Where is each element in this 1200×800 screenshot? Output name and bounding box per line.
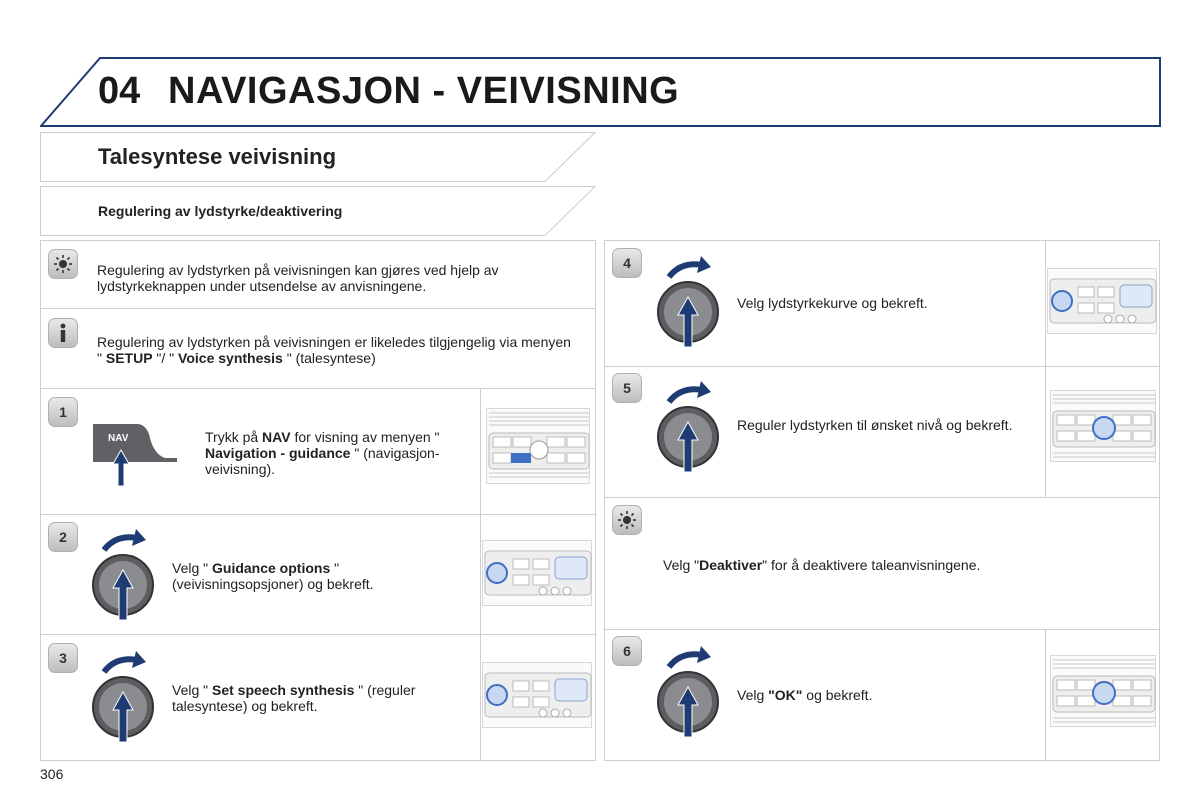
divider <box>40 514 596 515</box>
rotary-knob-press-illustration <box>655 255 725 351</box>
step-5-text: Reguler lydstyrken til ønsket nivå og bekreft. <box>737 417 1013 433</box>
radio-panel-illustration <box>1050 655 1156 727</box>
divider <box>40 308 596 309</box>
step-2-text: Velg " Guidance options " (veivisningsopsjoner) og bekreft. <box>172 560 374 592</box>
radio-panel-illustration <box>1047 268 1157 334</box>
radio-panel-nav-illustration <box>486 408 590 484</box>
chapter-title: NAVIGASJON - VEIVISNING <box>168 70 680 112</box>
step-4-text: Velg lydstyrkekurve og bekreft. <box>737 295 928 311</box>
chapter-number: 04 <box>98 70 141 112</box>
step-badge-5: 5 <box>612 373 642 403</box>
rotary-knob-press-illustration <box>90 528 160 624</box>
rotary-knob-press-illustration <box>655 380 725 476</box>
nav-button-illustration <box>93 420 179 488</box>
divider <box>40 634 596 635</box>
radio-panel-illustration <box>482 662 592 728</box>
subsection-title: Regulering av lydstyrke/deaktivering <box>98 203 343 219</box>
step-badge-1: 1 <box>48 397 78 427</box>
rotary-knob-press-illustration <box>655 645 725 741</box>
nav-button-label: NAV <box>108 433 129 444</box>
step-badge-3: 3 <box>48 643 78 673</box>
section-title: Talesyntese veivisning <box>98 144 337 169</box>
tip-text: Regulering av lydstyrken på veivisningen kan gjøres ved hjelp av lydstyrkeknappen under utsendelse av anvisningene. <box>97 262 499 294</box>
radio-panel-illustration <box>1050 390 1156 462</box>
info-icon <box>48 318 78 348</box>
lightbulb-icon <box>48 249 78 279</box>
step-badge-4: 4 <box>612 248 642 278</box>
step-badge-2: 2 <box>48 522 78 552</box>
radio-panel-illustration <box>482 540 592 606</box>
step-3-text: Velg " Set speech synthesis " (reguler talesyntese) og bekreft. <box>172 682 416 714</box>
rotary-knob-press-illustration <box>90 650 160 746</box>
page-number: 306 <box>40 766 64 782</box>
step-badge-6: 6 <box>612 636 642 666</box>
tip-text: Velg "Deaktiver" for å deaktivere taleanvisningene. <box>663 557 981 573</box>
divider <box>40 388 596 389</box>
info-text: Regulering av lydstyrken på veivisningen er likeledes tilgjengelig via menyen " SETUP "/ " Voice synthesis " (talesyntese) <box>97 334 571 366</box>
step-1-text: Trykk på NAV for visning av menyen " Navigation - guidance " (navigasjon-veivisning). <box>205 429 440 477</box>
lightbulb-icon <box>612 505 642 535</box>
divider <box>604 629 1160 630</box>
divider <box>604 366 1160 367</box>
divider <box>1045 629 1046 761</box>
divider <box>480 388 481 761</box>
step-6-text: Velg "OK" og bekreft. <box>737 687 873 703</box>
divider <box>604 497 1160 498</box>
divider <box>1045 240 1046 497</box>
